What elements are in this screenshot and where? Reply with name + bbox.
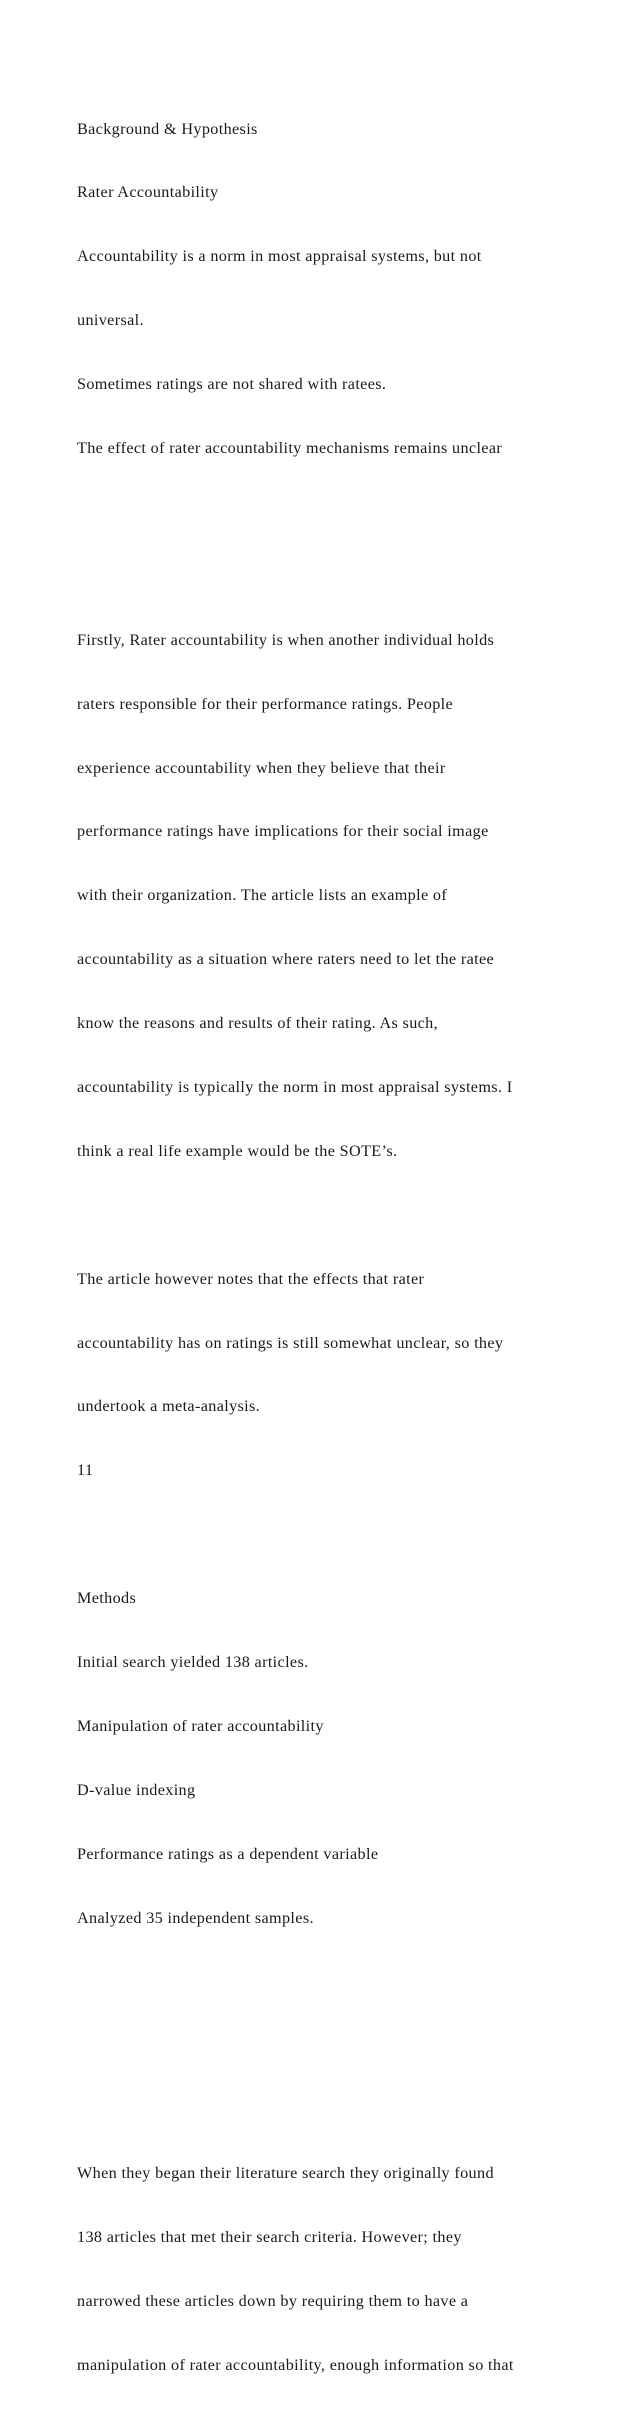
bullet-line: Sometimes ratings are not shared with ratees. [77, 375, 387, 394]
bullet-line: Accountability is a norm in most appraisal systems, but not [77, 247, 482, 266]
paragraph-line: know the reasons and results of their rating. As such, [77, 1014, 439, 1033]
paragraph-line: accountability has on ratings is still somewhat unclear, so they [77, 1333, 504, 1352]
bullet-line: The effect of rater accountability mechanisms remains unclear [77, 439, 503, 458]
paragraph-line: undertook a meta-analysis. [77, 1397, 261, 1416]
paragraph-line: accountability as a situation where raters need to let the ratee [77, 950, 495, 969]
paragraph-line: accountability is typically the norm in most appraisal systems. I [77, 1077, 513, 1096]
paragraph-line: 138 articles that met their search criteria. However; they [77, 2227, 462, 2246]
blank-line [77, 566, 597, 587]
paragraph-line: raters responsible for their performance ratings. People [77, 694, 454, 713]
heading-background-hypothesis: Background & Hypothesis [77, 119, 258, 138]
bullet-line: universal. [77, 311, 144, 330]
bullet-line: Manipulation of rater accountability [77, 1716, 324, 1735]
paragraph-line: manipulation of rater accountability, enough information so that [77, 2355, 514, 2374]
blank-line [77, 2035, 597, 2056]
bullet-line: Analyzed 35 independent samples. [77, 1908, 314, 1927]
slide-number: 11 [77, 1461, 94, 1480]
paragraph-line: narrowed these articles down by requiring them to have a [77, 2291, 469, 2310]
blank-line [77, 2099, 597, 2120]
paragraph-line: with their organization. The article lists an example of [77, 886, 448, 905]
paragraph-line: Firstly, Rater accountability is when another individual holds [77, 630, 495, 649]
paragraph-line: The article however notes that the effects that rater [77, 1269, 425, 1288]
paragraph-line: When they began their literature search they originally found [77, 2164, 494, 2183]
bullet-line: D-value indexing [77, 1780, 196, 1799]
subheading-rater-accountability: Rater Accountability [77, 183, 219, 202]
paragraph-line: experience accountability when they believe that their [77, 758, 446, 777]
blank-line [77, 502, 597, 523]
blank-line [77, 1971, 597, 1992]
paragraph-line: performance ratings have implications for their social image [77, 822, 489, 841]
document-text [77, 76, 597, 2419]
bullet-line: Initial search yielded 138 articles. [77, 1652, 309, 1671]
blank-line [77, 1205, 597, 1226]
paragraph-line: think a real life example would be the SOTE’s. [77, 1141, 398, 1160]
heading-methods: Methods [77, 1589, 137, 1608]
blank-line [77, 1524, 597, 1545]
bullet-line: Performance ratings as a dependent variable [77, 1844, 379, 1863]
